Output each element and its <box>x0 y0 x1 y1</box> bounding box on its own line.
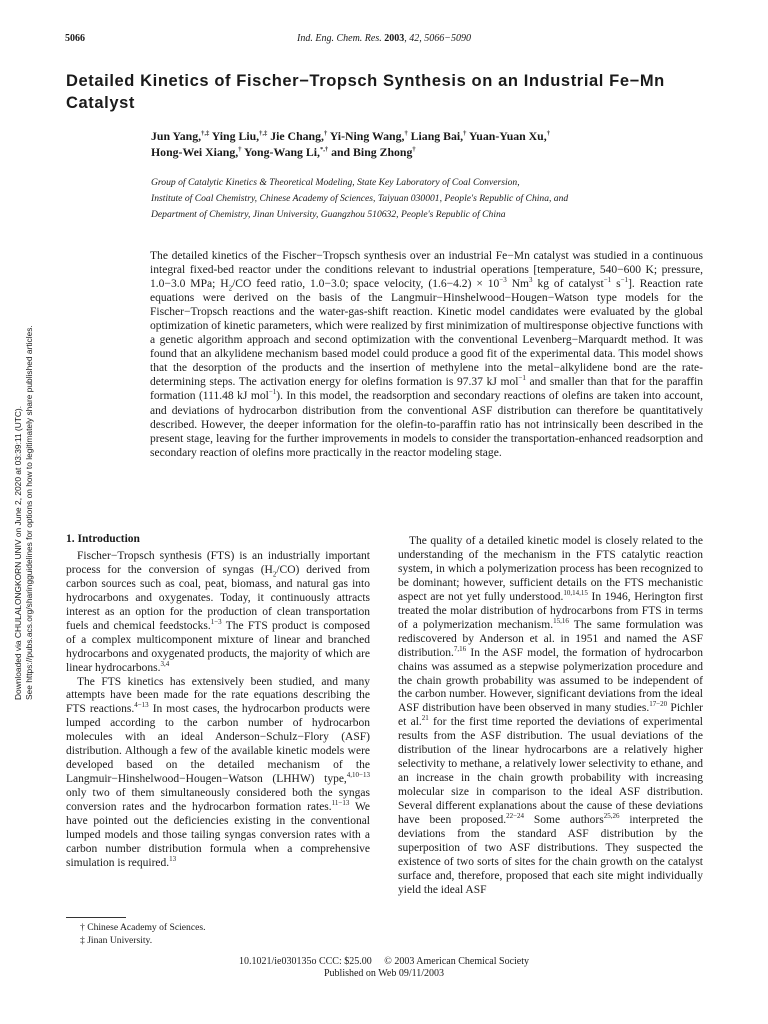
superscript: −3 <box>499 276 507 285</box>
watermark-line: Downloaded via CHULALONGKORN UNIV on June 2, 2020 at 03:39:11 (UTC). <box>13 405 23 700</box>
abstract-text: Nm <box>506 278 530 291</box>
author-affil-mark: † <box>323 130 328 138</box>
paragraph-text: Fischer−Tropsch synthesis (FTS) is an industrially important process for the conversion of syngas (H <box>66 549 370 576</box>
author: and Bing Zhong <box>328 145 413 159</box>
citation: 21 <box>421 714 429 723</box>
left-column <box>66 533 370 871</box>
paragraph-text: In most cases, the hydrocarbon products were lumped according to the carbon number of hydrocarbon molecules with an ideal Anderson−Schulz−Flory (ASF) distribution. Although a few of the available kinetic models were developed based on the detailed mechanism of the Langmuir−Hinshelwood−Hougen−Watson (LHHW) type, <box>66 703 370 786</box>
journal-year: 2003 <box>384 33 405 44</box>
abstract-text: The detailed kinetics of the Fischer−Tropsch synthesis over an industrial Fe−Mn catalyst was studied in a continuous integral fixed-bed reactor under the conditions relevant to industrial operations [temperature, 540−600 K; pressure, 1.0−3.0 MPa; H <box>150 250 703 291</box>
page-footer <box>0 956 768 980</box>
paragraph-text: We have pointed out the deficiencies existing in the conventional lumped models and those tailing syngas conversion rates with a carbon number distribution formula when a comprehensive simulation is required. <box>66 801 370 869</box>
superscript: −1 <box>620 276 629 285</box>
author-affil-mark: †,‡ <box>201 130 210 138</box>
subscript: 2 <box>228 284 233 293</box>
superscript: −1 <box>518 374 526 383</box>
journal-citation: Ind. Eng. Chem. Res. 2003, 42, 5066−5090 <box>297 33 471 44</box>
abstract-text: ). In this model, the readsorption and secondary reactions of olefins are taken into account, and deviations of hydrocarbon distribution from the conventional ASF distribution can therefore be quantitatively described. However, the deeper information for the olefin-to-paraffin ratio has not intrinsically been described in the present stage, leaving for the further improvements in models to consider the transportation-enhanced readsorption and secondary reaction of olefins more practically in the reactor modeling stage. <box>150 390 703 459</box>
citation: 13 <box>169 855 177 864</box>
author-affil-mark: †,‡ <box>259 130 268 138</box>
author: Liang Bai, <box>407 129 464 143</box>
abstract-text: kg of catalyst <box>532 278 604 291</box>
article-title: Detailed Kinetics of Fischer−Tropsch Synthesis on an Industrial Fe−Mn Catalyst <box>66 72 665 112</box>
author-affil-mark: † <box>546 130 550 138</box>
citation: 1−3 <box>210 617 222 626</box>
author: Yong-Wang Li, <box>241 145 320 159</box>
paragraph-text: /CO) derived from carbon sources such as coal, peat, biomass, and natural gas into hydrocarbons and oxygenates. Today, it continuously attracts interest as an option for the production of clean transportation fuels and chemical feedstocks. <box>66 563 370 632</box>
paragraph-text: interpreted the deviations from the standard ASF distribution by the superposition of two ASF distributions. They suspected the existence of two sorts of sites for the chain growth on the catalyst surface and, therefore, proposed that each site might individually yield the ideal ASF <box>398 814 703 896</box>
affiliation-line: Institute of Coal Chemistry, Chinese Academy of Sciences, Taiyuan 030001, People's Republic of China, and <box>151 193 569 204</box>
paragraph-text: for the first time reported the deviations of experimental results from the ASF distribution. The usual deviations of the distribution of the linear hydrocarbons are a relatively higher selectivity to methane, a relatively lower selectivity to ethane, and an increase in the chain growth probability with increasing molecular size in comparison to the ideal ASF distribution. Several different explanations about the cause of these deviations have been proposed. <box>398 716 703 827</box>
citation: 17−20 <box>649 700 668 709</box>
author: Jie Chang, <box>267 129 324 143</box>
journal-volume: 42 <box>409 33 420 44</box>
paragraph <box>66 550 370 676</box>
paragraph <box>398 535 703 898</box>
footnotes <box>80 921 205 947</box>
author-list <box>151 128 711 160</box>
superscript: −1 <box>268 388 277 397</box>
paragraph-text: only two of them simultaneously considered both the syngas conversion rates and the hydrocarbon formation rates. <box>66 787 370 814</box>
section-heading: 1. Introduction <box>66 533 140 545</box>
watermark-line: See https://pubs.acs.org/sharingguidelines for options on how to legitimately share published articles. <box>24 325 34 700</box>
paragraph-text: The same formulation was rediscovered by Anderson et al. in 1951 and named the ASF distribution. <box>398 618 703 659</box>
affiliation-line: Department of Chemistry, Jinan University, Guangzhou 510632, People's Republic of China <box>151 209 506 220</box>
abstract-text: ]. Reaction rate equations were derived on the basis of the Langmuir−Hinshelwood−Hougen−Watson type models for the Fischer−Tropsch reactions and the water-gas-shift reaction. Kinetic model candidates were evaluated by the global optimization of kinetic parameters, which were realized by first minimization of multiresponse objective functions with a genetic algorithm approach and second optimization with the conventional Levenberg−Marquardt method. It was found that an alkylidene mechanism based model could produce a good fit of the experimental data. This model shows that the desorption of the products and the insertion of methylene into the metal−alkylidene bond are the rate-determining steps. The activation energy for olefins formation is 97.37 kJ mol <box>150 278 703 389</box>
citation: 4,10−13 <box>346 771 370 780</box>
citation: 10,14,15 <box>563 588 588 597</box>
doi-copyright: 10.1021/ie030135o CCC: $25.00 © 2003 American Chemical Society <box>238 956 530 967</box>
citation: 22−24 <box>506 812 525 821</box>
abstract-text: and smaller than that for the paraffin formation (111.48 kJ mol <box>150 376 703 403</box>
citation: 11−13 <box>331 799 350 808</box>
paragraph-text: Some authors <box>524 814 604 827</box>
author: Yuan-Yuan Xu, <box>466 129 547 143</box>
abstract-text: /CO feed ratio, 1.0−3.0; space velocity, (1.6−4.2) × 10 <box>232 278 500 291</box>
author-affil-mark: † <box>463 130 467 138</box>
superscript: −1 <box>603 276 612 285</box>
citation: 7,16 <box>453 644 467 653</box>
author-affil-mark: † <box>412 146 416 154</box>
paragraph-text: The FTS kinetics has extensively been studied, and many attempts have been made for the rate equations describing the FTS reactions. <box>66 675 370 716</box>
author: Yi-Ning Wang, <box>327 129 405 143</box>
affiliation-line: Group of Catalytic Kinetics & Theoretical Modeling, State Key Laboratory of Coal Conversion, <box>151 177 520 188</box>
superscript: 3 <box>529 276 533 285</box>
footnote-divider <box>66 917 126 918</box>
citation: 3,4 <box>160 659 170 668</box>
paragraph <box>66 676 370 871</box>
publication-date: Published on Web 09/11/2003 <box>323 968 445 979</box>
subscript: 2 <box>272 570 277 579</box>
download-watermark <box>13 300 33 700</box>
citation: 25,26 <box>603 812 620 821</box>
author-affil-mark: † <box>404 130 408 138</box>
affiliations <box>151 175 711 223</box>
paragraph-text: In the ASF model, the formation of hydrocarbon chains was assumed as a stepwise polymerization procedure and the chain growth probability was assumed to be independent of the carbon number. However, significant deviations from the ideal ASF distribution have been observed in many studies. <box>398 646 703 715</box>
abstract-text: s <box>611 278 621 291</box>
author-line-1 <box>151 128 711 144</box>
author: Jun Yang, <box>151 129 202 143</box>
paragraph-text: Pichler et al. <box>398 702 704 729</box>
citation: 15,16 <box>553 616 569 625</box>
page-number: 5066 <box>65 33 85 44</box>
paragraph-text: The FTS product is composed of a complex multicomponent mixture of linear and branched hydrocarbons and oxygenated products, the majority of which are linear hydrocarbons. <box>66 619 370 674</box>
journal-pages: 5066−5090 <box>424 33 471 44</box>
footnote: † Chinese Academy of Sciences. <box>80 922 206 933</box>
author: Hong-Wei Xiang, <box>151 145 239 159</box>
author-affil-mark: *,† <box>320 146 329 154</box>
footnote: ‡ Jinan University. <box>80 935 153 946</box>
paragraph-text: In 1946, Herington first treated the molar distribution of hydrocarbons from FTS in terms of a polymerization mechanism. <box>398 590 704 631</box>
right-column <box>398 535 703 898</box>
paragraph-text: The quality of a detailed kinetic model is closely related to the understanding of the mechanism in the FTS catalytic reaction system, in which a polymerization process has been recognized to be dominant; however, sufficient details on the FTS mechanistic aspect are not yet fully understood. <box>398 535 703 603</box>
author-line-2 <box>151 144 711 160</box>
author-affil-mark: † <box>238 146 242 154</box>
abstract <box>150 249 703 460</box>
citation: 4−13 <box>134 701 149 710</box>
author: Ying Liu, <box>209 129 260 143</box>
journal-name: Ind. Eng. Chem. Res. <box>297 33 382 44</box>
